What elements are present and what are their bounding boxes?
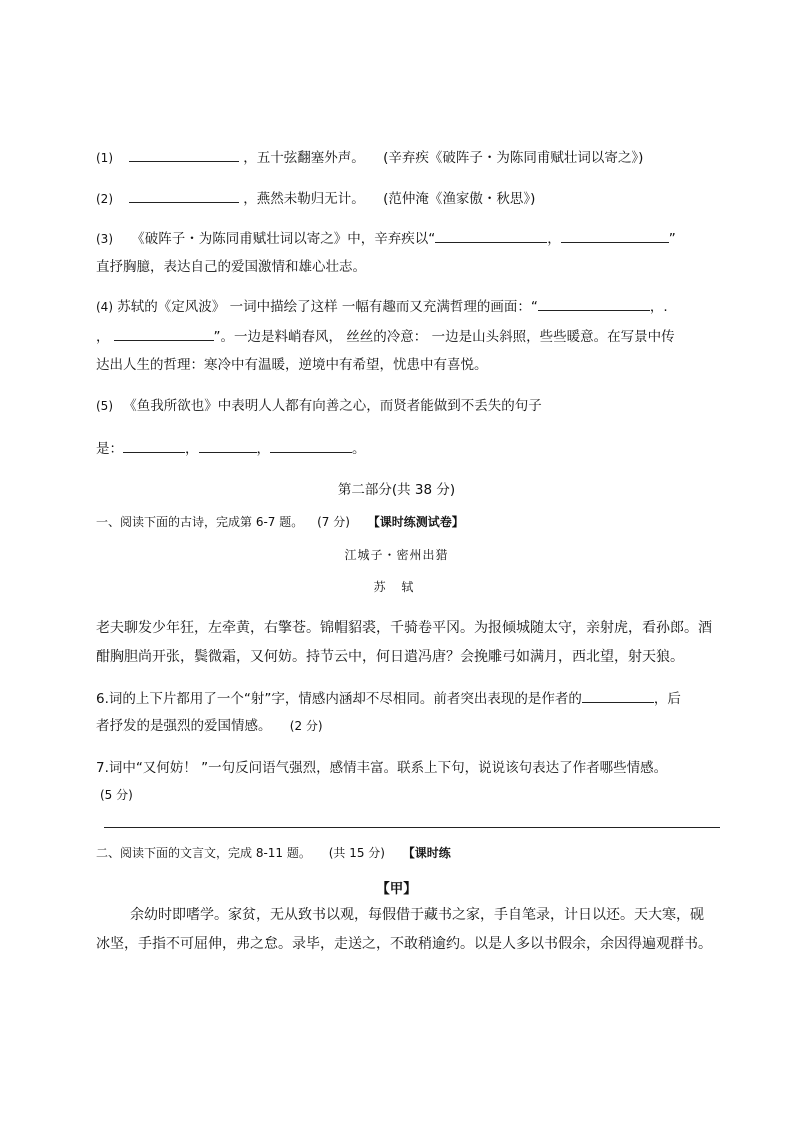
- item-7: 7.词中“又何妨！ ”一句反问语气强烈，感情丰富。联系上下句，说说该句表达了作者哪些情感。: [96, 760, 668, 776]
- answer-blank: [129, 147, 239, 162]
- item-5-cont: 是： ， ， 。: [96, 438, 366, 459]
- poem-line-2: 酣胸胆尚开张，鬓微霜，又何妨。持节云中，何日遣冯唐？会挽雕弓如满月，西北望，射天狼。: [96, 649, 684, 665]
- section-2-header: 二、阅读下面的文言文，完成 8-11 题。 (共 15 分) 【课时练: [96, 846, 451, 860]
- passage-line-1: 余幼时即嗜学。家贫，无从致书以观，每假借于藏书之家，手自笔录，计日以还。天大寒，砚: [130, 907, 704, 923]
- item-5: (5) 《鱼我所欲也》中表明人人都有向善之心，而贤者能做到不丢失的句子: [96, 398, 542, 414]
- answer-line: [104, 827, 720, 828]
- answer-blank: [561, 228, 669, 243]
- item-2: (2) ，燕然未勒归无计。 (范仲淹《渔家傲・秋思》): [96, 188, 535, 209]
- answer-blank: [435, 228, 547, 243]
- poem-title: 江城子・密州出猎: [344, 548, 449, 562]
- item-1: (1) ，五十弦翻塞外声。 (辛弃疾《破阵子・为陈同甫赋壮词以寄之》): [96, 147, 643, 168]
- item-4-cont1: ， ”。一边是料峭春风， 丝丝的冷意： 一边是山头斜照，些些暖意。在写景中传: [96, 326, 675, 347]
- answer-blank: [123, 438, 185, 453]
- answer-blank: [114, 326, 214, 341]
- answer-blank: [199, 438, 257, 453]
- item-4: (4) 苏轼的《定风波》 一词中描绘了这样 一幅有趣而又充满哲理的画面：“ ，.: [96, 296, 668, 317]
- answer-blank: [129, 188, 239, 203]
- poem-line-1: 老夫聊发少年狂，左牵黄，右擎苍。锦帽貂裘，千骑卷平冈。为报倾城随太守，亲射虎，看孙郎。酒: [96, 620, 712, 636]
- answer-blank: [538, 296, 650, 311]
- item-6: 6.词的上下片都用了一个“射”字，情感内涵却不尽相同。前者突出表现的是作者的 ，后: [96, 688, 681, 709]
- part-title: 第二部分(共 38 分): [337, 482, 456, 498]
- passage-label: 【甲】: [376, 881, 417, 897]
- answer-blank: [270, 438, 352, 453]
- item-3-cont: 直抒胸臆，表达自己的爱国激情和雄心壮志。: [96, 259, 366, 275]
- item-7-points: (5 分): [100, 788, 133, 802]
- item-3: (3) 《破阵子・为陈同甫赋壮词以寄之》中，辛弃疾以“ ， ”: [96, 228, 676, 249]
- answer-blank: [582, 688, 654, 703]
- item-4-cont2: 达出人生的哲理：寒冷中有温暖，逆境中有希望，忧患中有喜悦。: [96, 357, 488, 373]
- item-6-cont: 者抒发的是强烈的爱国情感。 (2 分): [96, 718, 323, 734]
- section-1-header: 一、阅读下面的古诗，完成第 6-7 题。 (7 分) 【课时练测试卷】: [96, 515, 464, 529]
- poem-author: 苏 轼: [373, 580, 420, 594]
- passage-line-2: 冰坚，手指不可屈伸，弗之怠。录毕，走送之，不敢稍逾约。以是人多以书假余，余因得遍观群书。: [96, 936, 712, 952]
